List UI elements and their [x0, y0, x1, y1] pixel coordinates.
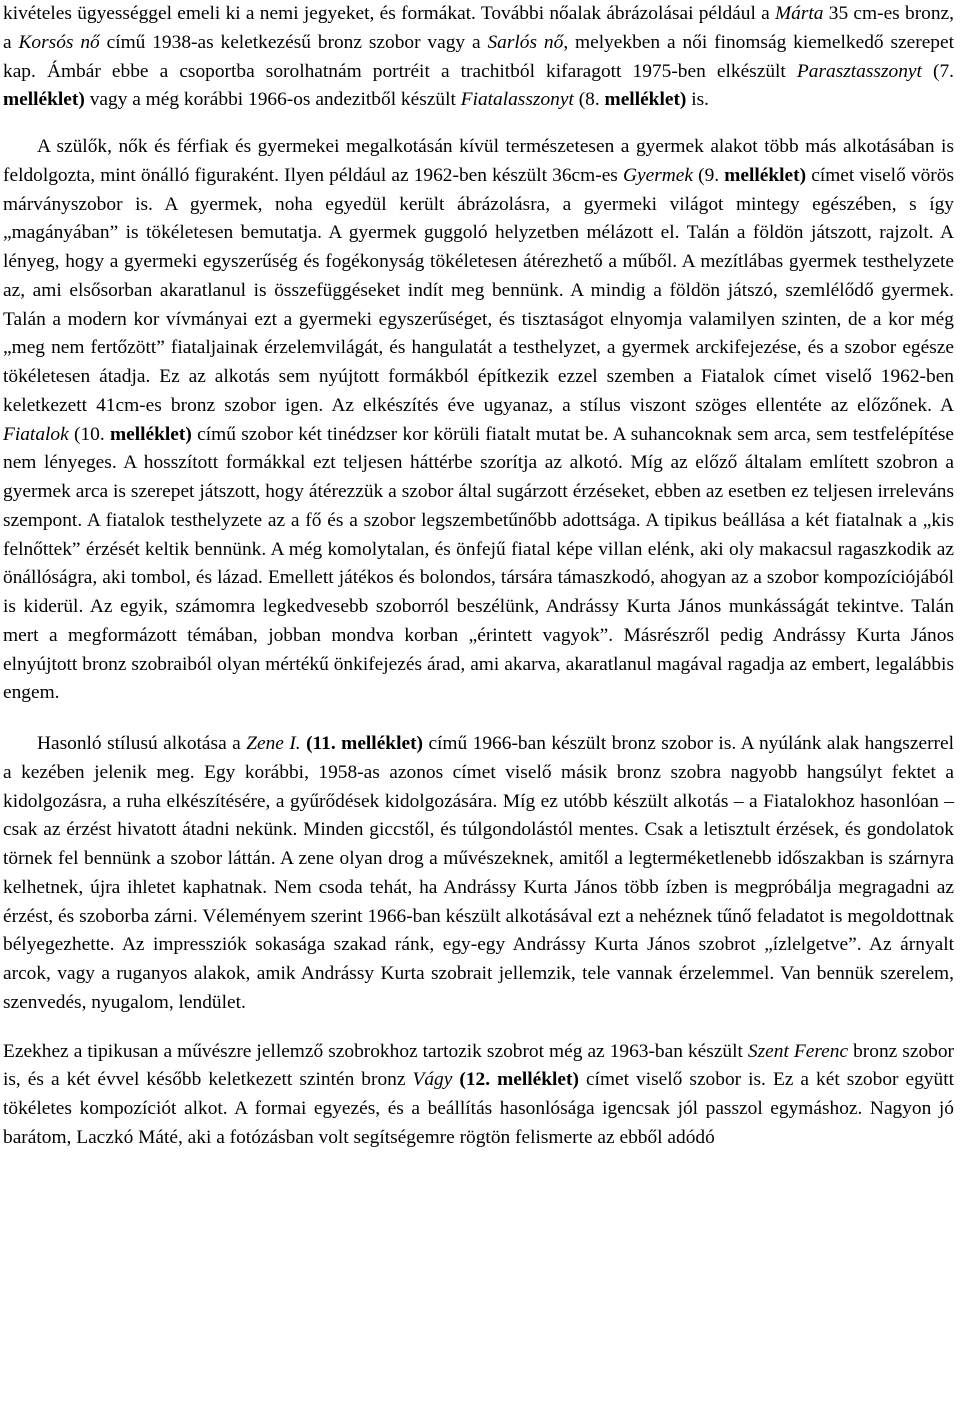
text-run: című szobor két tinédzser kor körüli fiatalt mutat be. A suhancoknak sem arca, sem testfelépítése nem lényeges. A hosszított formákkal ezt teljesen háttérbe szorítja az alkotó. Míg az előző általam említett szobron a gyermek arca is szerepet játszott, hogy átérezzük a szobor által sugárzott érzéseket, ebben az esetben ez teljesen irreleváns szempont. A fiatalok testhelyzete az a fő és a szobor legszembetűnőbb adottsága. A tipikus beállása a két fiatalnak a „kis felnőttek” érzését keltik bennünk. A még komolytalan, és önfejű fiatal képe villan elénk, aki oly makacsul ragaszkodik az önállóságra, aki tombol, és lázad. Emellett játékos és bolondos, társára támaszkodó, ahogyan az a szobor kompozíciójából is kiderül. Az egyik, számomra legkedvesebb szoborról beszélünk, Andrássy Kurta János munkásságát tekintve. Talán mert a megformázott témában, jobban mondva korban „érintett vagyok”. Másrészről pedig Andrássy Kurta János elnyújtott bronz szobraiból olyan mértékű önkifejezés árad, ami akarva, akaratlanul magával ragadja az embert, legalábbis engem. [3, 423, 954, 704]
text-run: A szülők, nők és férfiak és gyermekei megalkotásán kívül természetesen a gyermek alakot több más alkotásában is feldolgozta, mint önálló figuraként. Ilyen például az 1962-ben készült 36cm-es [3, 136, 954, 186]
text-run: (7. [921, 60, 954, 82]
text-run: 35 cm-es bronz, a [3, 3, 954, 53]
italic-text: Parasztasszonyt [796, 60, 922, 82]
text-run: című 1966-ban készült bronz szobor is. A nyúlánk alak hangszerrel a kezében jelenik meg. Egy korábbi, 1958-as azonos címet viselő másik bronz szobra nagyobb hangsúlyt fektet a kidolgozásra, a ruha elkészítésére, a gyűrődések kidolgozására. Míg ez utóbb készült alkotás – a Fiatalokhoz hasonlóan – csak az érzést hivatott átadni nekünk. Minden giccstől, és túlgondolástól mentes. Csak a letisztult érzések, és gondolatok törnek fel bennünk a szobor láttán. A zene olyan drog a művészeknek, amitől a legterméketlenebb időszakban is szárnyra kelhetnek, újra ihletet kaphatnak. Nem csoda tehát, ha Andrássy Kurta János több ízben is megpróbálja megragadni az érzést, és szoborba zárni. Véleményem szerint 1966-ban készült alkotásával ezt a nehéznek tűnő feladatot is megoldottnak bélyegezhette. Az impressziók sokasága szakad ránk, egy-egy Andrássy Kurta János szobrot „ízlelgetve”. Az árnyalt arcok, vagy a ruganyos alakok, amik Andrássy Kurta szobrait jellemzik, tele vannak érzelemmel. Van bennük szerelem, szenvedés, nyugalom, lendület. [3, 733, 954, 1013]
text-run: bronz szobor is, és a két évvel később keletkezett szintén bronz [3, 1040, 954, 1091]
text-run: (8. [573, 89, 605, 111]
bold-text: (12. melléklet) [459, 1069, 579, 1091]
italic-text: Sarlós nő [487, 31, 564, 53]
italic-text: Korsós nő [18, 31, 100, 53]
bold-text: (11. melléklet) [306, 733, 423, 754]
italic-text: Fiatalok [3, 423, 69, 445]
italic-text: Fiatalasszonyt [460, 89, 574, 111]
italic-text: Zene I. [246, 733, 301, 754]
text-run: címet viselő vörös márványszobor is. A gyermek, noha egyedül került ábrázolásra, a gyermeki világot mintegy egészében, s így „magányában” is tökéletesen bemutatja. A gyermek guggoló helyzetben mélázott el. Talán a földön játszott, rajzolt. A lényeg, hogy a gyermeki egyszerűség és fogékonyság tökéletesen átérezhető a műből. A mezítlábas gyermek testhelyzete az, ami elsősorban akaratlanul is összefüggéseket indít meg bennünk. A mindig a földön játszó, szemlélődő gyermek. Talán a modern kor vívmányai ezt a gyermeki egyszerűséget, és tisztaságot elnyomja valamilyen szinten, de a kor még „meg nem fertőzött” fiataljainak érzelemvilágát, és hangulatát a testhelyzet, a gyermek arckifejezése, és a szobor egésze tökéletesen átadja. Ez az alkotás sem nyújtott formákból építkezik ezzel szemben a Fiatalok címet viselő 1962-ben keletkezett 41cm-es bronz szobor igen. Az elkészítés éve ugyanaz, a stílus viszont szöges ellentéte az előzőnek. A [3, 164, 954, 416]
paragraph-3 [3, 730, 954, 1018]
italic-text: Szent Ferenc [747, 1040, 849, 1062]
text-run: kivételes ügyességgel emeli ki a nemi jegyeket, és formákat. További nőalak ábrázolásai például a [3, 3, 776, 24]
text-run: Hasonló stílusú alkotása a [37, 733, 247, 754]
italic-text: Vágy [412, 1069, 453, 1091]
paragraph-2 [3, 133, 954, 708]
paragraph-4 [3, 1038, 954, 1153]
text-run: (9. [692, 164, 725, 186]
bold-text: melléklet) [110, 423, 192, 445]
paragraph-1 [3, 0, 954, 115]
bold-text: melléklet) [3, 89, 85, 111]
italic-text: Márta [775, 3, 824, 24]
text-run: is. [686, 89, 710, 111]
bold-text: melléklet) [604, 89, 687, 111]
text-run: címet viselő szobor is. Ez a két szobor együtt tökéletes kompozíciót alkot. A formai egyezés, és a beállítás hasonlósága igencsak jól passzol egymáshoz. Nagyon jó barátom, Laczkó Máté, aki a fotózásban volt segítségemre rögtön felismerte az ebből adódó [3, 1069, 954, 1148]
text-run: című 1938-as keletkezésű bronz szobor vagy a [99, 31, 488, 53]
text-run: Ezekhez a tipikusan a művészre jellemző szobrokhoz tartozik szobrot még az 1963-ban készült [3, 1040, 748, 1062]
italic-text: Gyermek [622, 164, 693, 186]
text-run: vagy a még korábbi 1966-os andezitből készült [84, 89, 461, 111]
text-run: (10. [68, 423, 110, 445]
text-run: , melyekben a női finomság kiemelkedő szerepet kap. Ámbár ebbe a csoportba sorolhatnám portréit a trachitból kifaragott 1975-ben elkészült [3, 31, 954, 82]
bold-text: melléklet) [724, 164, 807, 186]
